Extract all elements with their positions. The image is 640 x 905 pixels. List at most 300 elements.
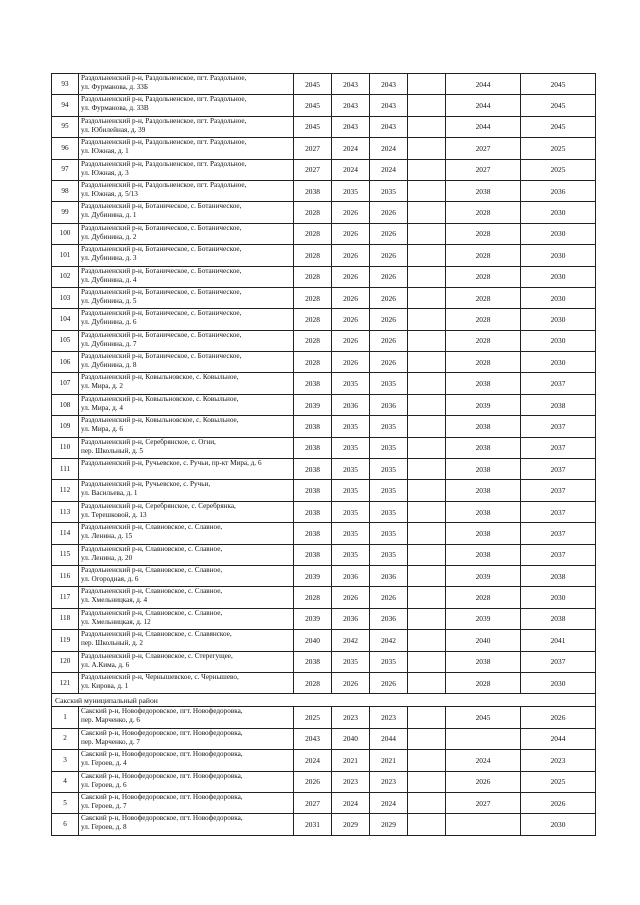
year-col-2: 2035 bbox=[332, 459, 370, 480]
year-col-5: 2028 bbox=[446, 330, 521, 351]
address-line-2: пер. Марченко, д. 7 bbox=[81, 737, 141, 746]
address-line-1: Раздольненский р-н, Славновское, с. Стерегущее, bbox=[81, 651, 233, 660]
table-row bbox=[52, 565, 596, 586]
address-cell bbox=[79, 223, 294, 244]
year-col-3: 2035 bbox=[370, 501, 408, 522]
row-number: 107 bbox=[52, 373, 79, 394]
table-row bbox=[52, 352, 596, 373]
year-col-3: 2029 bbox=[370, 814, 408, 835]
table-row bbox=[52, 750, 596, 771]
year-col-4 bbox=[408, 814, 446, 835]
year-col-2: 2035 bbox=[332, 416, 370, 437]
year-col-4 bbox=[408, 707, 446, 728]
year-col-5: 2038 bbox=[446, 437, 521, 458]
year-col-2: 2026 bbox=[332, 352, 370, 373]
year-col-6: 2030 bbox=[521, 814, 596, 835]
row-number: 110 bbox=[52, 437, 79, 458]
address-cell bbox=[79, 330, 294, 351]
address-line-2: ул. Васильева, д. 1 bbox=[81, 489, 138, 498]
year-col-1: 2039 bbox=[294, 608, 332, 629]
year-col-2: 2026 bbox=[332, 672, 370, 693]
address-line-2: ул. А.Кима, д. 6 bbox=[81, 660, 130, 669]
year-col-3: 2023 bbox=[370, 771, 408, 792]
year-col-2: 2035 bbox=[332, 523, 370, 544]
address-cell bbox=[79, 352, 294, 373]
year-col-1: 2028 bbox=[294, 352, 332, 373]
address-line-1: Раздольненский р-н, Раздольненское, пгт. Раздольное, bbox=[81, 159, 247, 168]
row-number: 97 bbox=[52, 159, 79, 180]
year-col-4 bbox=[408, 544, 446, 565]
table-row bbox=[52, 245, 596, 266]
address-cell bbox=[79, 480, 294, 501]
address-cell bbox=[79, 437, 294, 458]
year-col-2: 2024 bbox=[332, 138, 370, 159]
section-row bbox=[52, 694, 596, 707]
address-line-1: Раздольненский р-н, Ботаническое, с. Ботаническое, bbox=[81, 352, 242, 361]
address-line-2: ул. Дубинина, д. 8 bbox=[81, 361, 137, 370]
year-col-3: 2035 bbox=[370, 523, 408, 544]
row-number: 99 bbox=[52, 202, 79, 223]
table-row bbox=[52, 459, 596, 480]
year-col-6: 2030 bbox=[521, 309, 596, 330]
year-col-2: 2043 bbox=[332, 74, 370, 95]
year-col-6: 2044 bbox=[521, 728, 596, 749]
row-number: 109 bbox=[52, 416, 79, 437]
year-col-1: 2038 bbox=[294, 480, 332, 501]
row-number: 3 bbox=[52, 750, 79, 771]
table-row bbox=[52, 523, 596, 544]
year-col-5: 2044 bbox=[446, 95, 521, 116]
address-line-1: Раздольненский р-н, Ботаническое, с. Ботаническое, bbox=[81, 330, 242, 339]
year-col-3: 2026 bbox=[370, 587, 408, 608]
year-col-1: 2039 bbox=[294, 565, 332, 586]
year-col-4 bbox=[408, 352, 446, 373]
row-number: 95 bbox=[52, 116, 79, 137]
year-col-6: 2036 bbox=[521, 180, 596, 201]
year-col-1: 2038 bbox=[294, 180, 332, 201]
year-col-1: 2028 bbox=[294, 287, 332, 308]
year-col-4 bbox=[408, 287, 446, 308]
address-line-1: Раздольненский р-н, Чернышевское, с. Чернышево, bbox=[81, 672, 239, 681]
row-number: 106 bbox=[52, 352, 79, 373]
year-col-2: 2026 bbox=[332, 202, 370, 223]
year-col-5: 2028 bbox=[446, 266, 521, 287]
row-number: 114 bbox=[52, 523, 79, 544]
row-number: 2 bbox=[52, 728, 79, 749]
address-line-2: ул. Терешковой, д. 13 bbox=[81, 510, 147, 519]
address-line-2: ул. Дубинина, д. 2 bbox=[81, 232, 137, 241]
year-col-6: 2037 bbox=[521, 373, 596, 394]
year-col-3: 2026 bbox=[370, 245, 408, 266]
year-col-5: 2028 bbox=[446, 245, 521, 266]
year-col-1: 2038 bbox=[294, 651, 332, 672]
year-col-6: 2038 bbox=[521, 565, 596, 586]
address-cell bbox=[79, 750, 294, 771]
year-col-3: 2026 bbox=[370, 309, 408, 330]
address-line-1: Раздольненский р-н, Ботаническое, с. Ботаническое, bbox=[81, 202, 242, 211]
year-col-3: 2026 bbox=[370, 330, 408, 351]
year-col-4 bbox=[408, 480, 446, 501]
year-col-2: 2024 bbox=[332, 159, 370, 180]
year-col-5 bbox=[446, 728, 521, 749]
year-col-5: 2028 bbox=[446, 309, 521, 330]
year-col-4 bbox=[408, 672, 446, 693]
year-col-3: 2043 bbox=[370, 95, 408, 116]
table-row bbox=[52, 330, 596, 351]
row-number: 118 bbox=[52, 608, 79, 629]
year-col-5: 2028 bbox=[446, 223, 521, 244]
year-col-3: 2042 bbox=[370, 630, 408, 651]
row-number: 120 bbox=[52, 651, 79, 672]
year-col-3: 2035 bbox=[370, 480, 408, 501]
year-col-4 bbox=[408, 373, 446, 394]
address-line-2: ул. Дубинина, д. 6 bbox=[81, 318, 137, 327]
year-col-3: 2021 bbox=[370, 750, 408, 771]
table-row bbox=[52, 266, 596, 287]
address-cell bbox=[79, 159, 294, 180]
year-col-6: 2045 bbox=[521, 74, 596, 95]
address-cell bbox=[79, 565, 294, 586]
year-col-4 bbox=[408, 245, 446, 266]
address-line-2: ул. Южная, д. 1 bbox=[81, 147, 129, 156]
year-col-5: 2027 bbox=[446, 159, 521, 180]
year-col-3: 2036 bbox=[370, 608, 408, 629]
section-header bbox=[52, 694, 596, 707]
address-cell bbox=[79, 116, 294, 137]
address-cell bbox=[79, 523, 294, 544]
year-col-3: 2043 bbox=[370, 74, 408, 95]
address-line-2: пер. Школьный, д. 5 bbox=[81, 446, 143, 455]
year-col-4 bbox=[408, 750, 446, 771]
year-col-4 bbox=[408, 223, 446, 244]
address-line-2: ул. Дубинина, д. 7 bbox=[81, 339, 137, 348]
year-col-4 bbox=[408, 501, 446, 522]
table-row bbox=[52, 373, 596, 394]
address-line-2: ул. Ленина, д. 20 bbox=[81, 553, 133, 562]
table-row bbox=[52, 138, 596, 159]
year-col-2: 2035 bbox=[332, 373, 370, 394]
address-cell bbox=[79, 501, 294, 522]
year-col-6: 2037 bbox=[521, 416, 596, 437]
row-number: 116 bbox=[52, 565, 79, 586]
year-col-1: 2028 bbox=[294, 266, 332, 287]
address-cell bbox=[79, 202, 294, 223]
year-col-1: 2028 bbox=[294, 245, 332, 266]
year-col-4 bbox=[408, 437, 446, 458]
year-col-4 bbox=[408, 74, 446, 95]
year-col-4 bbox=[408, 587, 446, 608]
year-col-5: 2038 bbox=[446, 501, 521, 522]
year-col-1: 2038 bbox=[294, 416, 332, 437]
year-col-1: 2024 bbox=[294, 750, 332, 771]
year-col-1: 2038 bbox=[294, 459, 332, 480]
year-col-3: 2023 bbox=[370, 707, 408, 728]
row-number: 103 bbox=[52, 287, 79, 308]
year-col-1: 2045 bbox=[294, 95, 332, 116]
rows-raion-b bbox=[52, 707, 596, 835]
address-line-2: пер. Марченко, д. 6 bbox=[81, 716, 141, 725]
address-cell bbox=[79, 245, 294, 266]
year-col-6: 2038 bbox=[521, 608, 596, 629]
year-col-4 bbox=[408, 459, 446, 480]
year-col-1: 2027 bbox=[294, 159, 332, 180]
address-line-2: ул. Героев, д. 4 bbox=[81, 759, 127, 768]
table-row bbox=[52, 728, 596, 749]
table-row bbox=[52, 116, 596, 137]
year-col-6: 2030 bbox=[521, 587, 596, 608]
year-col-5: 2027 bbox=[446, 138, 521, 159]
table-row bbox=[52, 587, 596, 608]
address-cell bbox=[79, 792, 294, 813]
year-col-1: 2040 bbox=[294, 630, 332, 651]
year-col-4 bbox=[408, 651, 446, 672]
address-line-1: Сакский р-н, Новофедоровское, пгт. Новофедоровка, bbox=[81, 728, 243, 737]
address-line-1: Раздольненский р-н, Раздольненское, пгт. Раздольное, bbox=[81, 180, 247, 189]
row-number: 94 bbox=[52, 95, 79, 116]
year-col-6: 2041 bbox=[521, 630, 596, 651]
year-col-5 bbox=[446, 814, 521, 835]
address-cell bbox=[79, 138, 294, 159]
year-col-5: 2039 bbox=[446, 608, 521, 629]
address-line-1: Раздольненский р-н, Ботаническое, с. Ботаническое, bbox=[81, 266, 242, 275]
address-cell bbox=[79, 544, 294, 565]
year-col-6: 2030 bbox=[521, 287, 596, 308]
address-line-1: Раздольненский р-н, Славновское, с. Славное, bbox=[81, 565, 223, 574]
table-row bbox=[52, 707, 596, 728]
year-col-5: 2027 bbox=[446, 792, 521, 813]
table-row bbox=[52, 792, 596, 813]
table-row bbox=[52, 202, 596, 223]
year-col-2: 2036 bbox=[332, 608, 370, 629]
year-col-6: 2026 bbox=[521, 707, 596, 728]
year-col-1: 2027 bbox=[294, 792, 332, 813]
address-cell bbox=[79, 608, 294, 629]
year-col-5: 2039 bbox=[446, 565, 521, 586]
table-row bbox=[52, 437, 596, 458]
address-line-1: Раздольненский р-н, Ковыльновское, с. Ковыльное, bbox=[81, 373, 239, 382]
address-line-2: ул. Южная, д. 3 bbox=[81, 168, 129, 177]
year-col-6: 2023 bbox=[521, 750, 596, 771]
row-number: 108 bbox=[52, 394, 79, 415]
year-col-2: 2021 bbox=[332, 750, 370, 771]
address-line-2: ул. Героев, д. 6 bbox=[81, 780, 127, 789]
address-cell bbox=[79, 309, 294, 330]
year-col-3: 2035 bbox=[370, 416, 408, 437]
table-row bbox=[52, 771, 596, 792]
year-col-5: 2024 bbox=[446, 750, 521, 771]
year-col-6: 2030 bbox=[521, 266, 596, 287]
year-col-3: 2026 bbox=[370, 202, 408, 223]
table-row bbox=[52, 309, 596, 330]
year-col-2: 2026 bbox=[332, 223, 370, 244]
address-line-1: Раздольненский р-н, Славновское, с. Славянское, bbox=[81, 630, 232, 639]
address-line-1: Раздольненский р-н, Ботаническое, с. Ботаническое, bbox=[81, 287, 242, 296]
address-line-1: Раздольненский р-н, Славновское, с. Славное, bbox=[81, 608, 223, 617]
year-col-1: 2038 bbox=[294, 373, 332, 394]
year-col-4 bbox=[408, 728, 446, 749]
year-col-6: 2030 bbox=[521, 223, 596, 244]
year-col-3: 2024 bbox=[370, 792, 408, 813]
year-col-5: 2040 bbox=[446, 630, 521, 651]
rows-raion-a bbox=[52, 74, 596, 694]
row-number: 121 bbox=[52, 672, 79, 693]
row-number: 4 bbox=[52, 771, 79, 792]
year-col-6: 2030 bbox=[521, 672, 596, 693]
year-col-2: 2023 bbox=[332, 707, 370, 728]
year-col-1: 2039 bbox=[294, 394, 332, 415]
address-line-2: ул. Дубинина, д. 4 bbox=[81, 275, 137, 284]
year-col-6: 2030 bbox=[521, 352, 596, 373]
year-col-2: 2035 bbox=[332, 437, 370, 458]
address-cell bbox=[79, 707, 294, 728]
row-number: 115 bbox=[52, 544, 79, 565]
year-col-5: 2038 bbox=[446, 544, 521, 565]
address-line-1: Раздольненский р-н, Ручьевское, с. Ручьи, пр-кт Мира, д. 6 bbox=[81, 459, 262, 468]
year-col-5: 2038 bbox=[446, 651, 521, 672]
address-line-1: Раздольненский р-н, Раздольненское, пгт. Раздольное, bbox=[81, 116, 247, 125]
address-cell bbox=[79, 651, 294, 672]
address-line-2: ул. Кирова, д. 1 bbox=[81, 681, 129, 690]
address-line-2: ул. Дубинина, д. 3 bbox=[81, 254, 137, 263]
address-cell bbox=[79, 630, 294, 651]
address-line-1: Сакский р-н, Новофедоровское, пгт. Новофедоровка, bbox=[81, 750, 243, 759]
table-row bbox=[52, 223, 596, 244]
year-col-2: 2029 bbox=[332, 814, 370, 835]
year-col-3: 2035 bbox=[370, 459, 408, 480]
year-col-1: 2038 bbox=[294, 437, 332, 458]
year-col-5: 2038 bbox=[446, 523, 521, 544]
address-line-2: ул. Мира, д. 4 bbox=[81, 403, 123, 412]
year-col-5: 2039 bbox=[446, 394, 521, 415]
year-col-3: 2035 bbox=[370, 437, 408, 458]
year-col-4 bbox=[408, 330, 446, 351]
address-line-1: Раздольненский р-н, Ручьевское, с. Ручьи, bbox=[81, 480, 211, 489]
row-number: 96 bbox=[52, 138, 79, 159]
address-cell bbox=[79, 74, 294, 95]
address-line-2: ул. Огородная, д. 6 bbox=[81, 574, 139, 583]
address-cell bbox=[79, 266, 294, 287]
year-col-5: 2044 bbox=[446, 74, 521, 95]
year-col-4 bbox=[408, 394, 446, 415]
year-col-6: 2025 bbox=[521, 138, 596, 159]
year-col-2: 2043 bbox=[332, 95, 370, 116]
table-row bbox=[52, 394, 596, 415]
table-row bbox=[52, 416, 596, 437]
year-col-6: 2038 bbox=[521, 394, 596, 415]
year-col-5: 2045 bbox=[446, 707, 521, 728]
year-col-5: 2028 bbox=[446, 287, 521, 308]
address-cell bbox=[79, 771, 294, 792]
year-col-1: 2026 bbox=[294, 771, 332, 792]
address-line-1: Раздольненский р-н, Ботаническое, с. Ботаническое, bbox=[81, 245, 242, 254]
table-row bbox=[52, 95, 596, 116]
year-col-1: 2028 bbox=[294, 587, 332, 608]
address-line-2: ул. Хмельницкая, д. 4 bbox=[81, 596, 148, 605]
year-col-5: 2028 bbox=[446, 587, 521, 608]
year-col-1: 2031 bbox=[294, 814, 332, 835]
address-cell bbox=[79, 416, 294, 437]
table-row bbox=[52, 74, 596, 95]
year-col-3: 2043 bbox=[370, 116, 408, 137]
year-col-1: 2028 bbox=[294, 330, 332, 351]
table-row bbox=[52, 651, 596, 672]
address-line-1: Раздольненский р-н, Ботаническое, с. Ботаническое, bbox=[81, 223, 242, 232]
year-col-2: 2026 bbox=[332, 287, 370, 308]
year-col-5: 2038 bbox=[446, 373, 521, 394]
address-cell bbox=[79, 728, 294, 749]
year-col-4 bbox=[408, 792, 446, 813]
year-col-2: 2026 bbox=[332, 245, 370, 266]
address-line-2: ул. Героев, д. 7 bbox=[81, 801, 127, 810]
table-row bbox=[52, 180, 596, 201]
address-line-1: Сакский р-н, Новофедоровское, пгт. Новофедоровка, bbox=[81, 814, 243, 823]
year-col-1: 2043 bbox=[294, 728, 332, 749]
row-number: 101 bbox=[52, 245, 79, 266]
table-row bbox=[52, 672, 596, 693]
year-col-5: 2038 bbox=[446, 416, 521, 437]
year-col-2: 2043 bbox=[332, 116, 370, 137]
address-cell bbox=[79, 180, 294, 201]
year-col-1: 2045 bbox=[294, 116, 332, 137]
year-col-1: 2027 bbox=[294, 138, 332, 159]
table-row bbox=[52, 159, 596, 180]
year-col-2: 2035 bbox=[332, 544, 370, 565]
year-col-5: 2028 bbox=[446, 352, 521, 373]
year-col-1: 2028 bbox=[294, 672, 332, 693]
year-col-4 bbox=[408, 202, 446, 223]
year-col-3: 2024 bbox=[370, 159, 408, 180]
year-col-1: 2028 bbox=[294, 309, 332, 330]
address-line-1: Сакский р-н, Новофедоровское, пгт. Новофедоровка, bbox=[81, 792, 243, 801]
year-col-4 bbox=[408, 266, 446, 287]
address-line-2: ул. Фурманова, д. 33В bbox=[81, 104, 149, 113]
year-col-3: 2036 bbox=[370, 394, 408, 415]
year-col-2: 2026 bbox=[332, 309, 370, 330]
row-number: 105 bbox=[52, 330, 79, 351]
row-number: 1 bbox=[52, 707, 79, 728]
address-cell bbox=[79, 814, 294, 835]
address-line-2: ул. Хмельницкая, д. 12 bbox=[81, 617, 151, 626]
address-cell bbox=[79, 373, 294, 394]
table-row bbox=[52, 814, 596, 835]
address-line-1: Раздольненский р-н, Славновское, с. Славное, bbox=[81, 523, 223, 532]
year-col-2: 2035 bbox=[332, 180, 370, 201]
year-col-3: 2044 bbox=[370, 728, 408, 749]
row-number: 98 bbox=[52, 180, 79, 201]
year-col-3: 2026 bbox=[370, 223, 408, 244]
year-col-3: 2024 bbox=[370, 138, 408, 159]
year-col-5: 2038 bbox=[446, 180, 521, 201]
year-col-2: 2040 bbox=[332, 728, 370, 749]
address-line-2: пер. Школьный, д. 2 bbox=[81, 639, 143, 648]
year-col-2: 2024 bbox=[332, 792, 370, 813]
row-number: 102 bbox=[52, 266, 79, 287]
year-col-4 bbox=[408, 523, 446, 544]
row-number: 6 bbox=[52, 814, 79, 835]
year-col-2: 2035 bbox=[332, 501, 370, 522]
year-col-4 bbox=[408, 95, 446, 116]
address-line-2: ул. Героев, д. 8 bbox=[81, 823, 127, 832]
year-col-1: 2038 bbox=[294, 523, 332, 544]
year-col-2: 2035 bbox=[332, 651, 370, 672]
address-line-1: Сакский р-н, Новофедоровское, пгт. Новофедоровка, bbox=[81, 771, 243, 780]
address-line-2: ул. Дубинина, д. 1 bbox=[81, 211, 137, 220]
year-col-3: 2026 bbox=[370, 352, 408, 373]
year-col-4 bbox=[408, 309, 446, 330]
row-number: 104 bbox=[52, 309, 79, 330]
year-col-6: 2037 bbox=[521, 651, 596, 672]
year-col-4 bbox=[408, 630, 446, 651]
